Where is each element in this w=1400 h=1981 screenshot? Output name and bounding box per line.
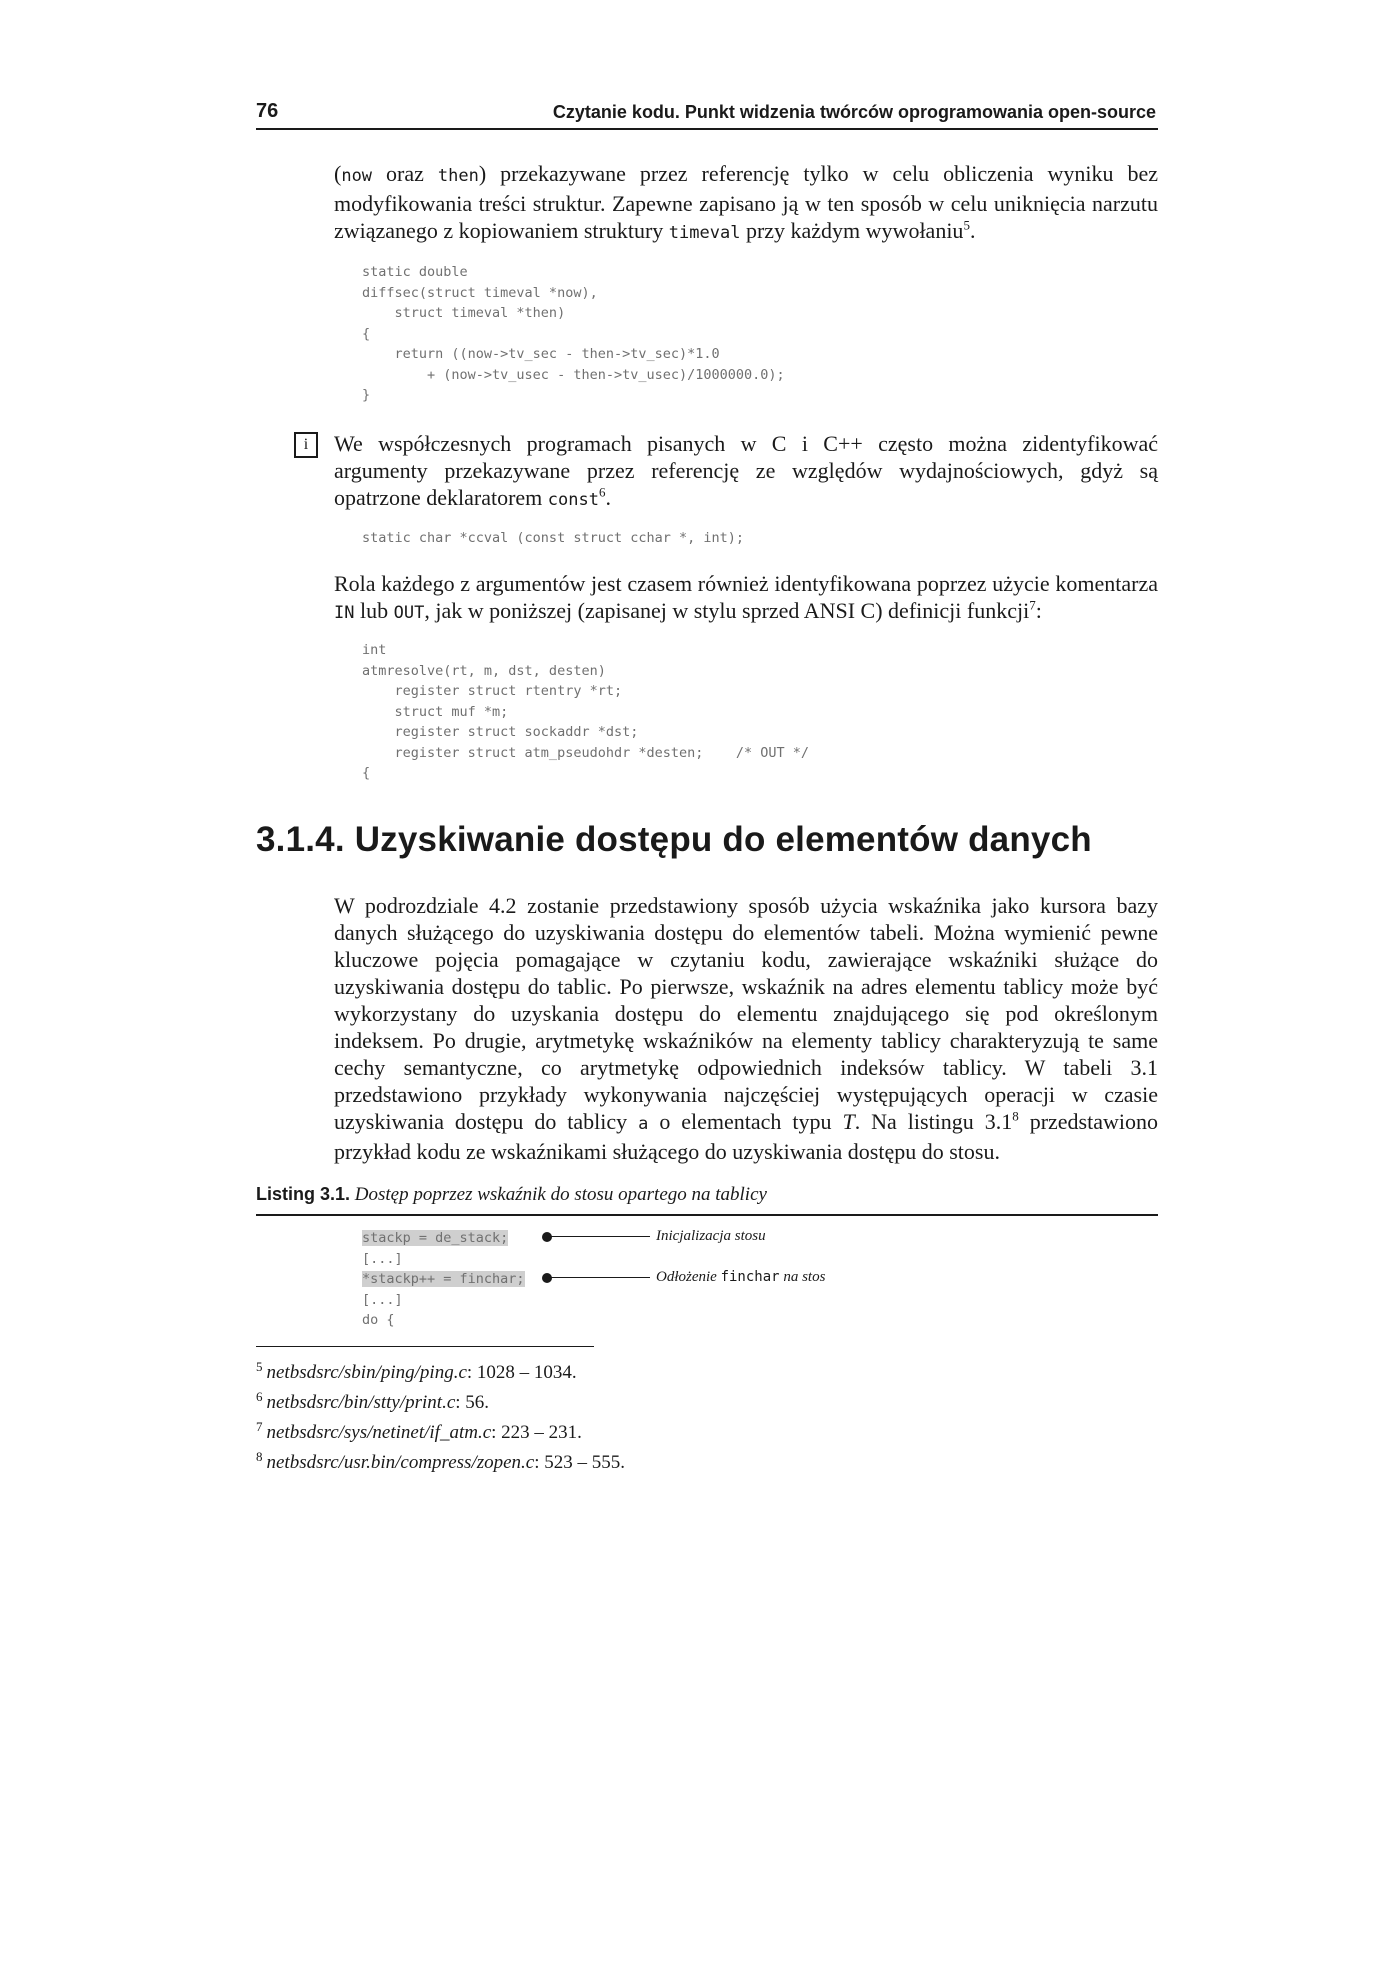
listing-line-ellipsis: [...] (362, 1250, 403, 1267)
paragraph-pointers: W podrozdziale 4.2 zostanie przedstawiony sposób użycia wskaźnika jako kursora bazy danych służącego do uzyskiwania dostępu do elementów tabeli. Można wymienić pewne kluczowe pojęcia pomagające w czytaniu kodu, zawierające wskaźniki służące do uzyskiwania dostępu do tablic. Po pierwsze, wskaźnik na adres elementu tablicy może być wykorzystany do uzyskania dostępu do elementu znajdującego się pod określonym indeksem. Po drugie, arytmetykę wskaźników na elementy tablicy charakteryzują te same cechy semantyczne, co arytmetykę odpowiednich indeksów tablicy. W tabeli 3.1 przedstawiono przykłady wykonywania najczęściej występujących operacji w czasie uzyskiwania dostępu do tablicy a o elementach typu T. Na listingu $3.1^8$ przedstawiono przykład kodu ze wskaźnikami służącego do uzyskiwania dostępu do stosu. (334, 893, 1158, 1164)
code-block-diffsec: static double diffsec(struct timeval *now), struct timeval *then) { return ((now->tv_sec - then->tv_sec)*1.0 + (now->tv_usec - then->tv_usec)/1000000.0); } (362, 264, 785, 403)
footnote-path: netbsdsrc/sys/netinet/if_atm.c (266, 1422, 492, 1443)
callout-dot (542, 1232, 552, 1242)
footnote-item: $^7$ netbsdsrc/sys/netinet/if_atm.c: 223 – 231. (256, 1418, 582, 1443)
callout-push-label: Odłożenie finchar na stos (656, 1269, 826, 1285)
section-heading: 3.1.4. Uzyskiwanie dostępu do elementów danych (256, 820, 1092, 859)
code-block-atmresolve: int atmresolve(rt, m, dst, desten) register struct rtentry *rt; struct muf *m; register struct sockaddr *dst; register struct atm_pseudohdr *desten; /* OUT */ { (362, 642, 810, 781)
code-block-ccval: static char *ccval (const struct cchar *, int); (362, 530, 745, 546)
listing-line-init: stackp = de_stack; (362, 1230, 509, 1246)
info-icon: i (294, 432, 318, 458)
footnote-ref-5: 5 (963, 217, 970, 233)
paragraph-const: We współczesnych programach pisanych w C i C++ często można zidentyfikować argumenty przekazywane przez referencję ze względów wydajnościowych, gdyż są opatrzone deklaratorem const$^6$. (334, 431, 1158, 510)
page-header (256, 100, 1158, 130)
running-title: Czytanie kodu. Punkt widzenia twórców oprogramowania open-source (552, 102, 1156, 122)
callout-line (550, 1236, 650, 1237)
listing-code (362, 1228, 525, 1331)
footnote-item: $^6$ netbsdsrc/bin/stty/print.c: 56. (256, 1388, 490, 1413)
code-const: const (547, 490, 599, 510)
footnote-path: netbsdsrc/bin/stty/print.c (266, 1392, 456, 1413)
page-number: 76 (256, 100, 279, 122)
listing-line-push: *stackp++ = finchar; (362, 1271, 525, 1287)
listing-line-ellipsis: [...] (362, 1291, 403, 1308)
footnote-item: $^5$ netbsdsrc/sbin/ping/ping.c: 1028 – 1034. (256, 1358, 577, 1383)
listing-line-do: do { (362, 1312, 395, 1328)
code-in: IN (334, 603, 355, 623)
callout-line (550, 1277, 650, 1278)
footnote-ref-8: 8 (1012, 1108, 1019, 1124)
code-now: now (341, 166, 373, 186)
code-then: then (437, 166, 479, 186)
listing-caption (256, 1184, 1158, 1216)
code-out: OUT (393, 603, 425, 623)
paragraph-in-out: Rola każdego z argumentów jest czasem również identyfikowana poprzez użycie komentarza IN lub OUT, jak w poniższej (zapisanej w stylu sprzed ANSI C) definicji funkcji$^7$: (334, 571, 1158, 623)
footnote-path: netbsdsrc/usr.bin/compress/zopen.c (266, 1452, 535, 1473)
type-t: T (842, 1109, 855, 1134)
callout-init-label: Inicjalizacja stosu (656, 1228, 766, 1244)
footnote-rule (256, 1346, 594, 1347)
footnotes (256, 1358, 625, 1478)
code-timeval: timeval (668, 223, 741, 243)
footnote-ref-7: 7 (1029, 597, 1036, 613)
callout-dot (542, 1273, 552, 1283)
listing-title: Dostęp poprzez wskaźnik do stosu opartego na tablicy (354, 1184, 767, 1205)
footnote-ref-6: 6 (598, 484, 606, 500)
footnote-path: netbsdsrc/sbin/ping/ping.c (266, 1362, 467, 1383)
code-a: a (638, 1114, 649, 1134)
footnote-item: $^8$ netbsdsrc/usr.bin/compress/zopen.c: 523 – 555. (256, 1448, 626, 1473)
listing-label: Listing 3.1. (256, 1184, 351, 1204)
paragraph-intro: (now oraz then) przekazywane przez referencję tylko w celu obliczenia wyniku bez modyfikowania treści struktur. Zapewne zapisano ją w ten sposób w celu uniknięcia narzutu związanego z kopiowaniem struktury timeval przy każdym wywołaniu$^5$. (334, 161, 1159, 243)
